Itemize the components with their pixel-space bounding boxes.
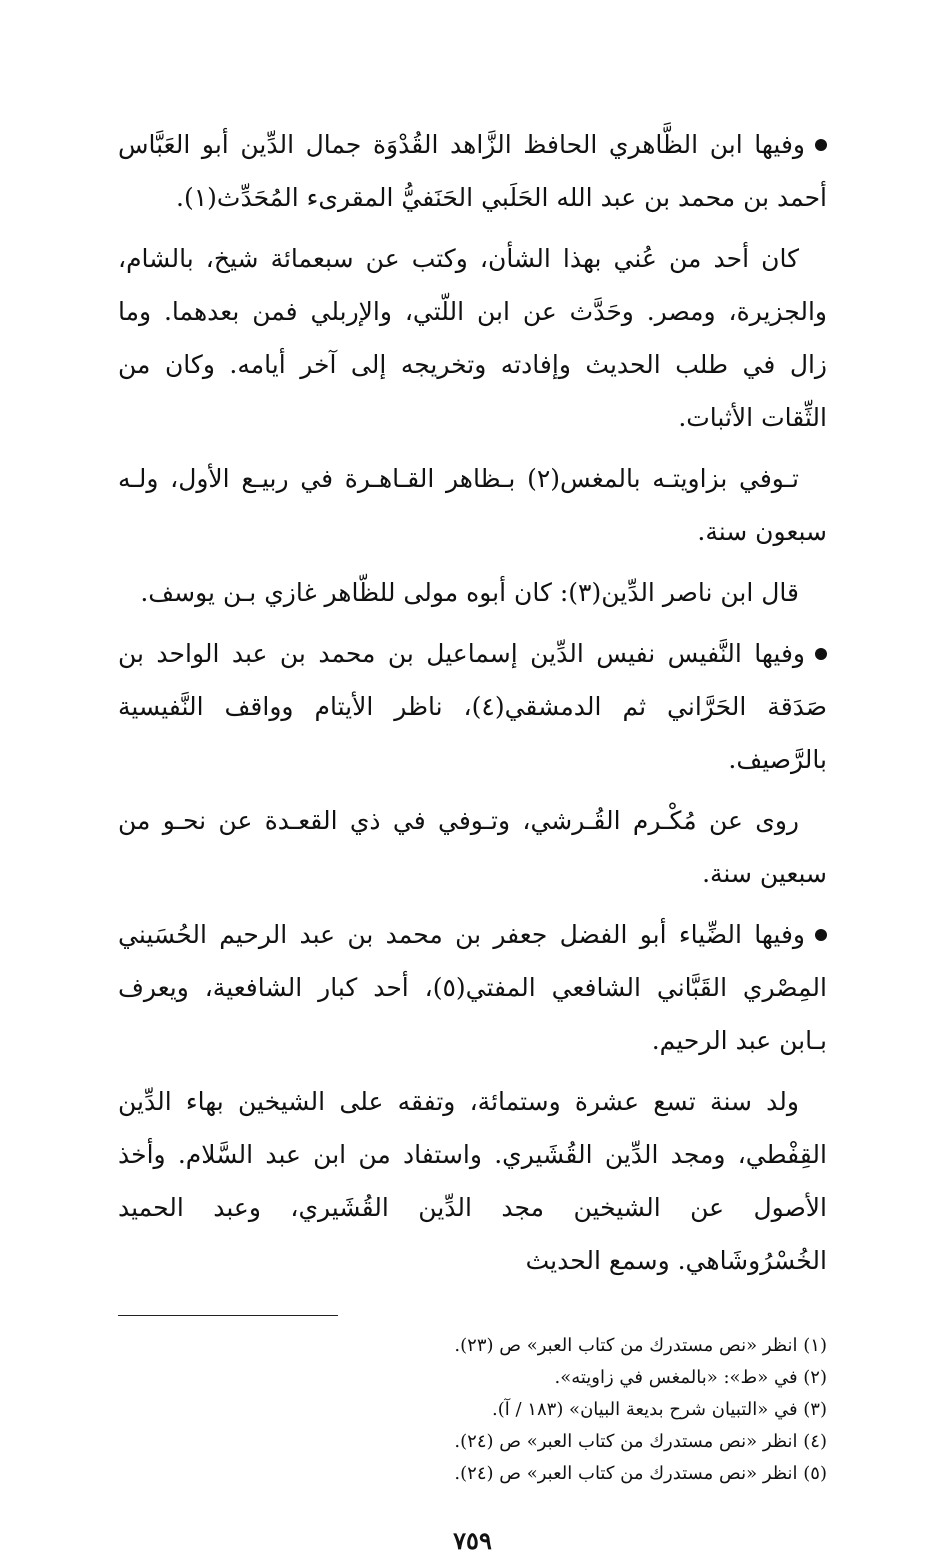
paragraph-1: وفيها ابن الظَّاهري الحافظ الزَّاهد القُدْوَة جمال الدِّين أبو العَبَّاس أحمد بن محمد بن عبد الله الحَلَبي الحَنَفيُّ المقرىء المُحَدِّث(١). — [118, 130, 827, 212]
footnote-2: (٢) في «ط»: «بالمغس في زاويته». — [554, 1367, 827, 1388]
footnote-3: (٣) في «التبيان شرح بديعة البيان» (١٨٣ / آ). — [492, 1399, 827, 1420]
page-number: ٧٥٩ — [453, 1526, 492, 1555]
footnote-4: (٤) انظر «نص مستدرك من كتاب العبر» ص (٢٤). — [454, 1431, 827, 1452]
main-text — [118, 118, 827, 1287]
paragraph-7: وفيها الضِّياء أبو الفضل جعفر بن محمد بن عبد الرحيم الحُسَيني المِصْري القَبَّاني الشافعي المفتي(٥)، أحد كبار الشافعية، ويعرف بـابن عبد الرحيم. — [118, 920, 827, 1055]
paragraph-2: كان أحد من عُني بهذا الشأن، وكتب عن سبعمائة شيخ، بالشام، والجزيرة، ومصر. وحَدَّث عن ابن اللّتي، والإربلي فمن بعدهما. وما زال في طلب الحديث وإفادته وتخريجه إلى آخر أيامه. وكان من الثِّقات الأثبات. — [118, 244, 827, 432]
footnotes — [118, 1330, 827, 1490]
paragraph-3: تـوفي بزاويتـه بالمغس(٢) بـظاهر القـاهـرة في ربيـع الأول، ولـه سبعون سنة. — [118, 464, 827, 546]
footnote-5: (٥) انظر «نص مستدرك من كتاب العبر» ص (٢٤). — [454, 1463, 827, 1484]
bullet-icon — [815, 139, 827, 151]
paragraph-8: ولد سنة تسع عشرة وستمائة، وتفقه على الشيخين بهاء الدِّين القِفْطي، ومجد الدِّين القُشَيري. واستفاد من ابن عبد السَّلام. وأخذ الأصول عن الشيخين مجد الدِّين القُشَيري، وعبد الحميد الخُسْرُوشَاهي. وسمع الحديث — [118, 1087, 827, 1275]
bullet-icon — [815, 648, 827, 660]
footnote-1: (١) انظر «نص مستدرك من كتاب العبر» ص (٢٣). — [454, 1335, 827, 1356]
paragraph-5: وفيها النَّفيس نفيس الدِّين إسماعيل بن محمد بن عبد الواحد بن صَدَقة الحَرَّاني ثم الدمشقي(٤)، ناظر الأيتام وواقف النَّفيسية بالرَّصيف. — [118, 639, 827, 774]
footnote-divider — [118, 1315, 338, 1316]
bullet-icon — [815, 929, 827, 941]
page — [118, 118, 827, 1555]
paragraph-4: قال ابن ناصر الدِّين(٣): كان أبوه مولى للظّاهر غازي بـن يوسف. — [140, 578, 799, 607]
footnote-divider-wrap — [118, 1295, 827, 1330]
paragraph-6: روى عن مُكْـرم القُـرشي، وتـوفي في ذي القعـدة عن نحـو من سبعين سنة. — [118, 806, 827, 888]
